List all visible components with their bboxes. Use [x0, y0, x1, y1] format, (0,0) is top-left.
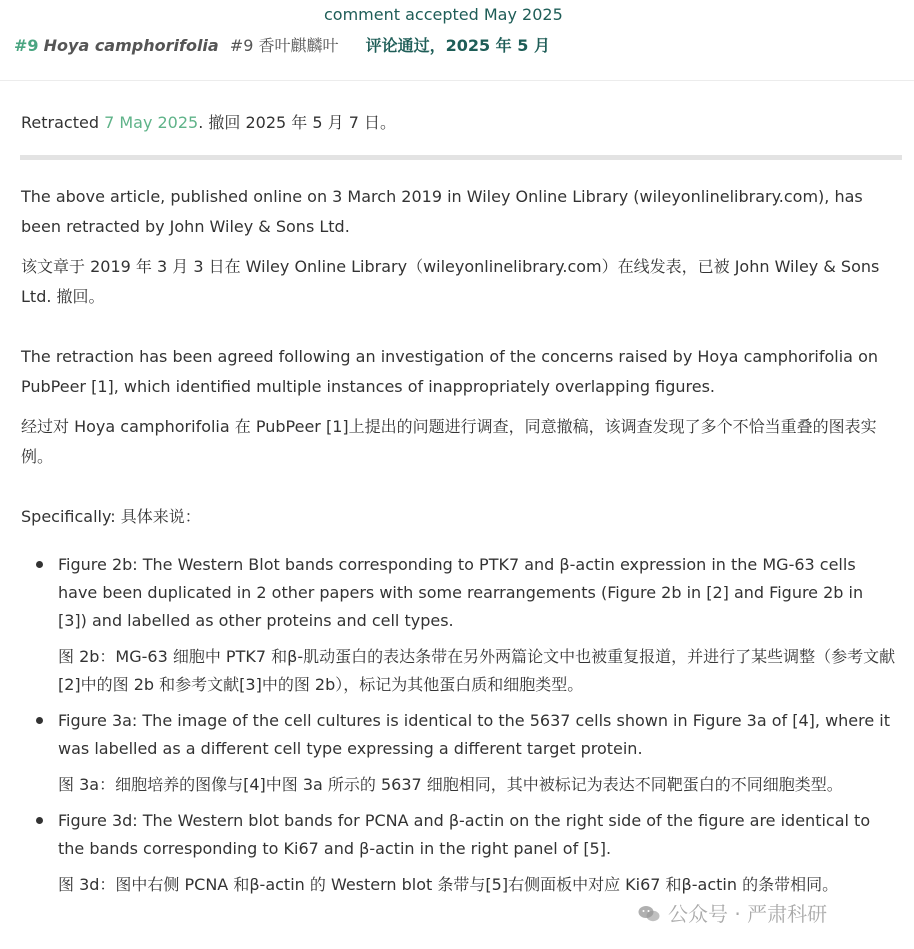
retraction-notice-line: [21, 110, 396, 133]
issue-text-en: Figure 3a: The image of the cell cultures is identical to the 5637 cells shown in Figure 3a of [4], where it was labelled as a different cell type expressing a different target protein.: [58, 711, 891, 758]
commenter-name[interactable]: Hoya camphorifolia: [43, 36, 219, 55]
issue-text-cn: 图 3d：图中右侧 PCNA 和β-actin 的 Western blot 条带与[5]右侧面板中对应 Ki67 和β-actin 的条带相同。: [58, 875, 839, 894]
accepted-caption: comment accepted May 2025: [324, 5, 563, 24]
paragraph-investigation-en: The retraction has been agreed following an investigation of the concerns raised by Hoya camphorifolia on PubPeer [1], which identified multiple instances of inappropriately overlapping figures.: [21, 347, 878, 396]
commenter-name-cn: #9 香叶麒麟叶: [229, 36, 339, 55]
issue-text-cn: 图 3a：细胞培养的图像与[4]中图 3a 所示的 5637 细胞相同，其中被标记为表达不同靶蛋白的不同细胞类型。: [58, 775, 843, 794]
comment-header: [0, 0, 914, 81]
comment-status-cn: 评论通过，2025 年 5 月: [365, 36, 550, 55]
issues-list: [36, 551, 896, 907]
watermark-text: 公众号 · 严肃科研: [668, 902, 828, 926]
comment-number: #9: [14, 36, 39, 55]
paragraph-publication-cn: 该文章于 2019 年 3 月 3 日在 Wiley Online Library（wileyonlinelibrary.com）在线发表，已被 John Wiley & Sons Ltd. 撤回。: [21, 257, 880, 306]
retraction-date-cn: . 撤回 2025 年 5 月 7 日。: [198, 113, 396, 132]
paragraph-investigation-cn: 经过对 Hoya camphorifolia 在 PubPeer [1]上提出的问题进行调查，同意撤稿，该调查发现了多个不恰当重叠的图表实例。: [21, 417, 877, 466]
wechat-icon: [638, 905, 660, 923]
retracted-label: Retracted: [21, 113, 99, 132]
issue-text-en: Figure 2b: The Western Blot bands corresponding to PTK7 and β-actin expression in the MG-63 cells have been duplicated in 2 other papers with some rearrangements (Figure 2b in [2] and Figure 2b in [3]) and labelled as other proteins and cell types.: [58, 555, 864, 630]
retraction-date-link[interactable]: 7 May 2025: [104, 113, 199, 132]
comment-tag-row: [14, 33, 550, 56]
bullet-icon: [36, 817, 43, 824]
paragraph-publication-en: The above article, published online on 3 March 2019 in Wiley Online Library (wileyonlinelibrary.com), has been retracted by John Wiley & Sons Ltd.: [21, 187, 863, 236]
specifically-heading: Specifically: 具体来说：: [21, 507, 201, 526]
bullet-icon: [36, 717, 43, 724]
section-divider: [20, 155, 902, 160]
issue-text-cn: 图 2b：MG-63 细胞中 PTK7 和β-肌动蛋白的表达条带在另外两篇论文中也被重复报道，并进行了某些调整（参考文献[2]中的图 2b 和参考文献[3]中的图 2b），标记为其他蛋白质和细胞类型。: [58, 647, 896, 694]
watermark: [638, 898, 827, 927]
list-item: [36, 807, 896, 899]
list-item: [36, 707, 896, 799]
issue-text-en: Figure 3d: The Western blot bands for PCNA and β-actin on the right side of the figure are identical to the bands corresponding to Ki67 and β-actin in the right panel of [5].: [58, 811, 871, 858]
list-item: [36, 551, 896, 699]
bullet-icon: [36, 561, 43, 568]
